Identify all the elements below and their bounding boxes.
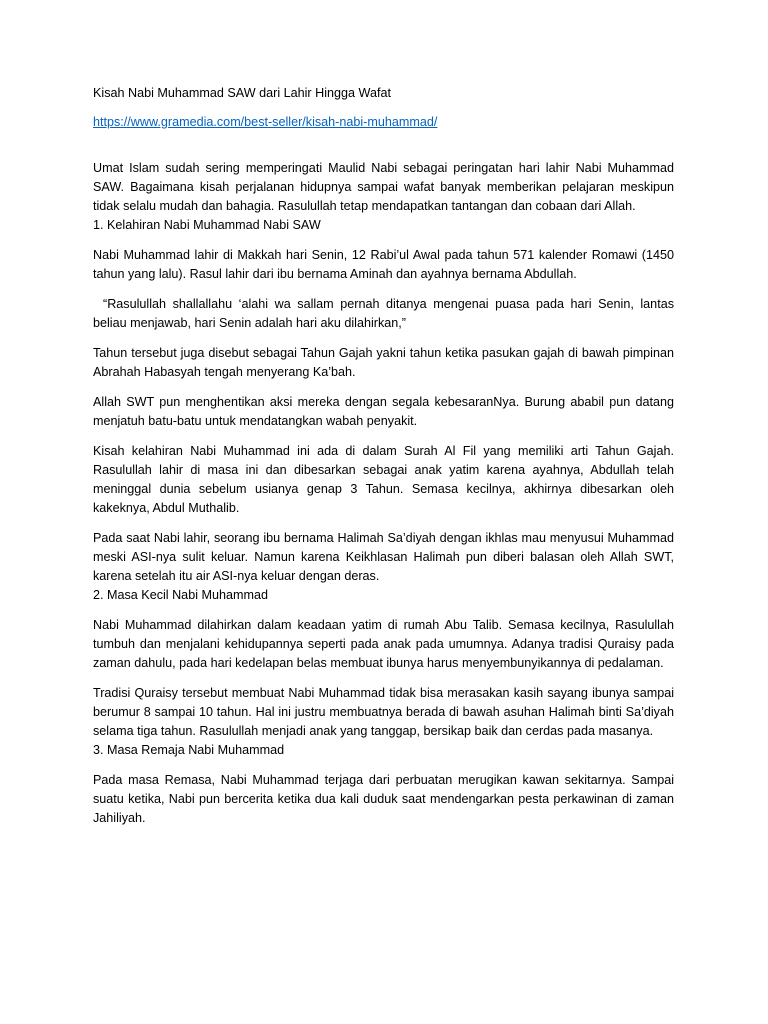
quote-paragraph: “Rasulullah shallallahu ‘alahi wa sallam pernah ditanya mengenai puasa pada hari Senin, lantas beliau menjawab, hari Senin adalah hari aku dilahirkan,” — [93, 297, 674, 330]
intro-paragraph: Umat Islam sudah sering memperingati Maulid Nabi sebagai peringatan hari lahir Nabi Muhammad SAW. Bagaimana kisah perjalanan hidupnya sampai wafat banyak memberikan pelajaran meskipun tidak selalu mudah dan bahagia. Rasulullah tetap mendapatkan tantangan dan cobaan dari Allah. — [93, 161, 674, 213]
paragraph: Tradisi Quraisy tersebut membuat Nabi Muhammad tidak bisa merasakan kasih sayang ibunya sampai berumur 8 sampai 10 tahun. Hal ini justru membuatnya berada di bawah asuhan Halimah binti Sa’diyah selama tiga tahun. Rasulullah menjadi anak yang tanggap, bersikap baik dan cerdas pada masanya. — [93, 686, 674, 738]
paragraph: Pada masa Remasa, Nabi Muhammad terjaga dari perbuatan merugikan kawan sekitarnya. Sampai suatu ketika, Nabi pun bercerita ketika dua kali duduk saat mendengarkan pesta perkawinan di zaman Jahiliyah. — [93, 773, 674, 825]
document-title: Kisah Nabi Muhammad SAW dari Lahir Hingga Wafat — [93, 86, 391, 100]
section-heading-2: 2. Masa Kecil Nabi Muhammad — [93, 588, 268, 602]
source-link[interactable]: https://www.gramedia.com/best-seller/kisah-nabi-muhammad/ — [93, 115, 438, 129]
paragraph: Kisah kelahiran Nabi Muhammad ini ada di dalam Surah Al Fil yang memiliki arti Tahun Gajah. Rasulullah lahir di masa ini dan dibesarkan sebagai anak yatim karena ayahnya, Abdullah telah meninggal dunia sebelum usianya genap 3 Tahun. Semasa kecilnya, akhirnya dibesarkan oleh kakeknya, Abdul Muthalib. — [93, 444, 674, 515]
document-page — [93, 84, 674, 828]
paragraph: Tahun tersebut juga disebut sebagai Tahun Gajah yakni tahun ketika pasukan gajah di bawah pimpinan Abrahah Habasyah tengah menyerang Ka’bah. — [93, 346, 674, 379]
paragraph: Nabi Muhammad lahir di Makkah hari Senin, 12 Rabi’ul Awal pada tahun 571 kalender Romawi (1450 tahun yang lalu). Rasul lahir dari ibu bernama Aminah dan ayahnya bernama Abdullah. — [93, 248, 674, 281]
section-heading-3: 3. Masa Remaja Nabi Muhammad — [93, 743, 285, 757]
paragraph: Pada saat Nabi lahir, seorang ibu bernama Halimah Sa’diyah dengan ikhlas mau menyusui Muhammad meski ASI-nya sulit keluar. Namun karena Keikhlasan Halimah pun diberi balasan oleh Allah SWT, karena setelah itu air ASI-nya keluar dengan deras. — [93, 531, 674, 583]
section-heading-1: 1. Kelahiran Nabi Muhammad Nabi SAW — [93, 218, 321, 232]
paragraph: Allah SWT pun menghentikan aksi mereka dengan segala kebesaranNya. Burung ababil pun datang menjatuh batu-batu untuk mendatangkan wabah penyakit. — [93, 395, 674, 428]
paragraph: Nabi Muhammad dilahirkan dalam keadaan yatim di rumah Abu Talib. Semasa kecilnya, Rasulullah tumbuh dan menjalani kehidupannya seperti pada anak pada umumnya. Adanya tradisi Quraisy pada zaman dahulu, pada hari kedelapan belas membuat ibunya harus menyembunyikannya di pedalaman. — [93, 618, 674, 670]
